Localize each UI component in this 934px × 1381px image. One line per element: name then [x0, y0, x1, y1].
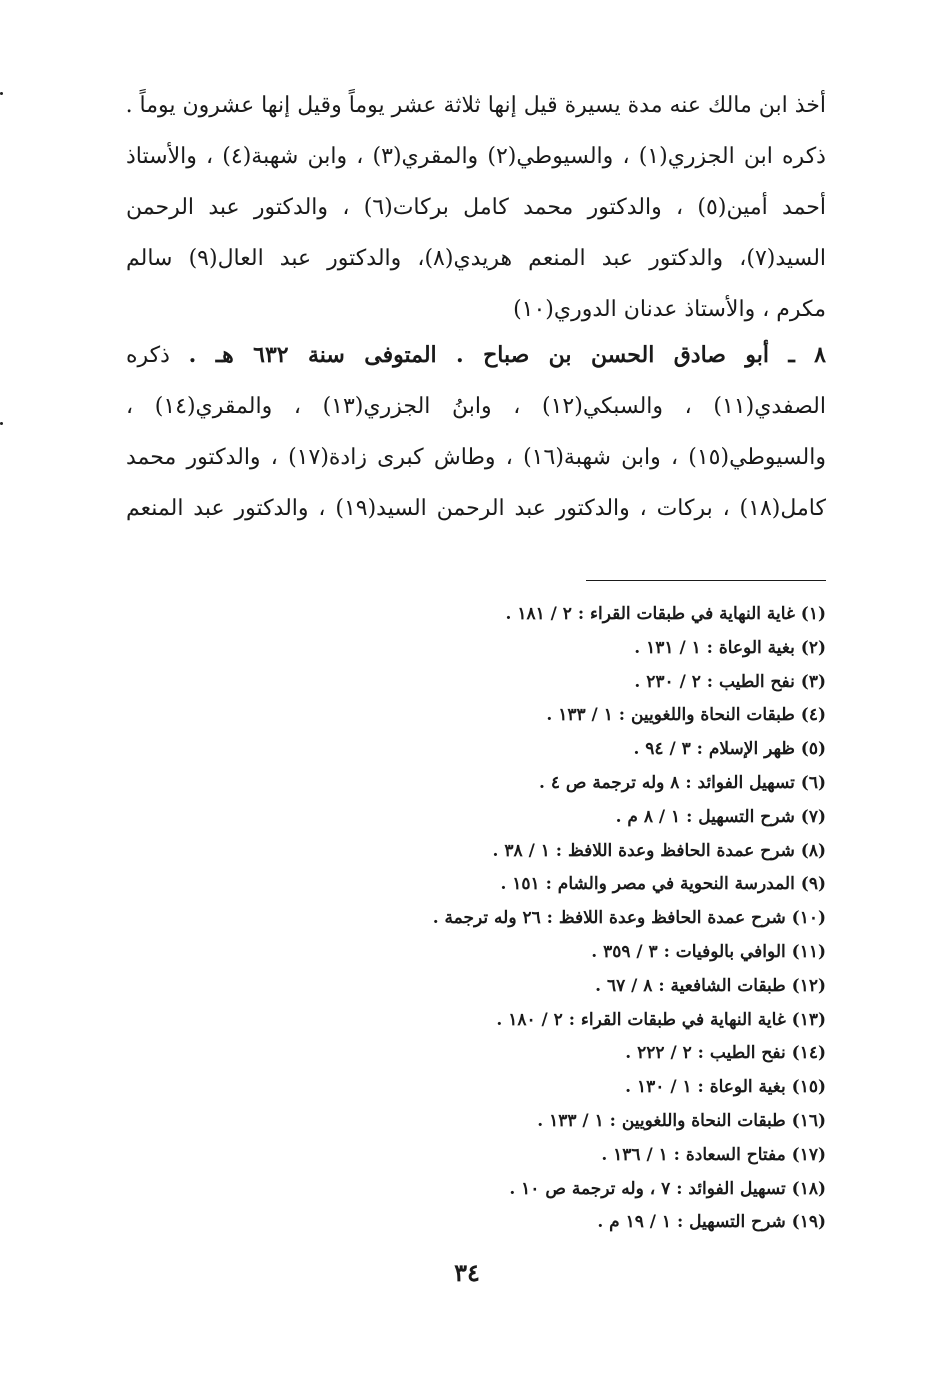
footnote: (٥) ظهر الإسلام : ٣ / ٩٤ . — [633, 739, 826, 760]
footnotes-list — [126, 598, 826, 1240]
paragraph-line: السيد(٧)، والدكتور عبد المنعم هريدي(٨)، والدكتور عبد العال(٩) سالم — [126, 246, 827, 271]
footnote: (٩) المدرسة النحوية في مصر والشام : ١٥١ . — [500, 874, 826, 895]
paragraph-line: أحمد أمين(٥) ، والدكتور محمد كامل بركات(٦) ، والدكتور عبد الرحمن — [126, 195, 827, 220]
footnote: (٦) تسهيل الفوائد : ٨ وله ترجمة ص ٤ . — [538, 772, 826, 793]
footnote: (١) غاية النهاية في طبقات القراء : ٢ / ١٨١ . — [505, 604, 826, 624]
footnote: (١٧) مفتاح السعادة : ١ / ١٣٦ . — [601, 1144, 826, 1165]
footnote: (١٦) طبقات النحاة واللغويين : ١ / ١٣٣ . — [537, 1110, 826, 1131]
footnote: (٤) طبقات النحاة واللغويين : ١ / ١٣٣ . — [546, 705, 826, 726]
paragraph-line: أخذ ابن مالك عنه مدة يسيرة قيل إنها ثلاثة عشر يوماً وقيل إنها عشرون يوماً . — [125, 93, 826, 118]
footnote: (١٤) نفح الطيب : ٢ / ٢٢٢ . — [625, 1043, 826, 1064]
page-number: ٣٤ — [454, 1258, 480, 1287]
footnote: (٢) بغية الوعاة : ١ / ١٣١ . — [634, 637, 826, 658]
scan-edge-mark — [0, 92, 3, 95]
paragraph-line: الصفدي(١١) ، والسبكي(١٢) ، وابنُ الجزري(١٣) ، والمقري(١٤) ، — [126, 394, 826, 419]
footnote: (٧) شرح التسهيل : ١ / ٨ م . — [615, 806, 826, 827]
footnote: (١٥) بغية الوعاة : ١ / ١٣٠ . — [625, 1077, 826, 1098]
footnote: (١٨) تسهيل الفوائد : ٧ ، وله ترجمة ص ١٠ . — [509, 1178, 826, 1199]
paragraph-line: والسيوطي(١٥) ، وابن شهبة(١٦) ، وطاش كبرى زادة(١٧) ، والدكتور محمد — [126, 445, 826, 470]
footnote: (١٩) شرح التسهيل : ١ / ١٩ م . — [597, 1212, 826, 1233]
paragraph-2 — [126, 330, 826, 534]
footnote: (١٣) غاية النهاية في طبقات القراء : ٢ / ١٨٠ . — [496, 1009, 826, 1030]
paragraph-1 — [126, 80, 826, 335]
paragraph-line: ذكره ابن الجزري(١) ، والسيوطي(٢) والمقري(٣) ، وابن شهبة(٤) ، والأستاذ — [126, 144, 826, 169]
scan-edge-mark — [0, 422, 3, 425]
footnote: (٨) شرح عمدة الحافظ وعدة اللافظ : ١ / ٣٨ . — [492, 840, 826, 861]
paragraph-line: كامل(١٨) ، بركات ، والدكتور عبد الرحمن السيد(١٩) ، والدكتور عبد المنعم — [126, 496, 826, 521]
paragraph-line: مكرم ، والأستاذ عدنان الدوري(١٠) — [513, 297, 826, 322]
paragraph-first-line — [126, 330, 826, 381]
footnote: (٣) نفح الطيب : ٢ / ٢٣٠ . — [634, 671, 826, 692]
paragraph-line: ذكره — [126, 343, 170, 368]
footnote: (١٠) شرح عمدة الحافظ وعدة اللافظ : ٢٦ وله ترجمة . — [432, 908, 826, 929]
footnote: (١١) الوافي بالوفيات : ٣ / ٣٥٩ . — [591, 941, 826, 962]
footnote-separator — [586, 580, 826, 581]
entry-heading: ٨ ـ أبو صادق الحسن بن صباح . المتوفى سنة ٦٣٢ هـ . — [188, 342, 826, 368]
footnote: (١٢) طبقات الشافعية : ٨ / ٦٧ . — [595, 975, 826, 996]
